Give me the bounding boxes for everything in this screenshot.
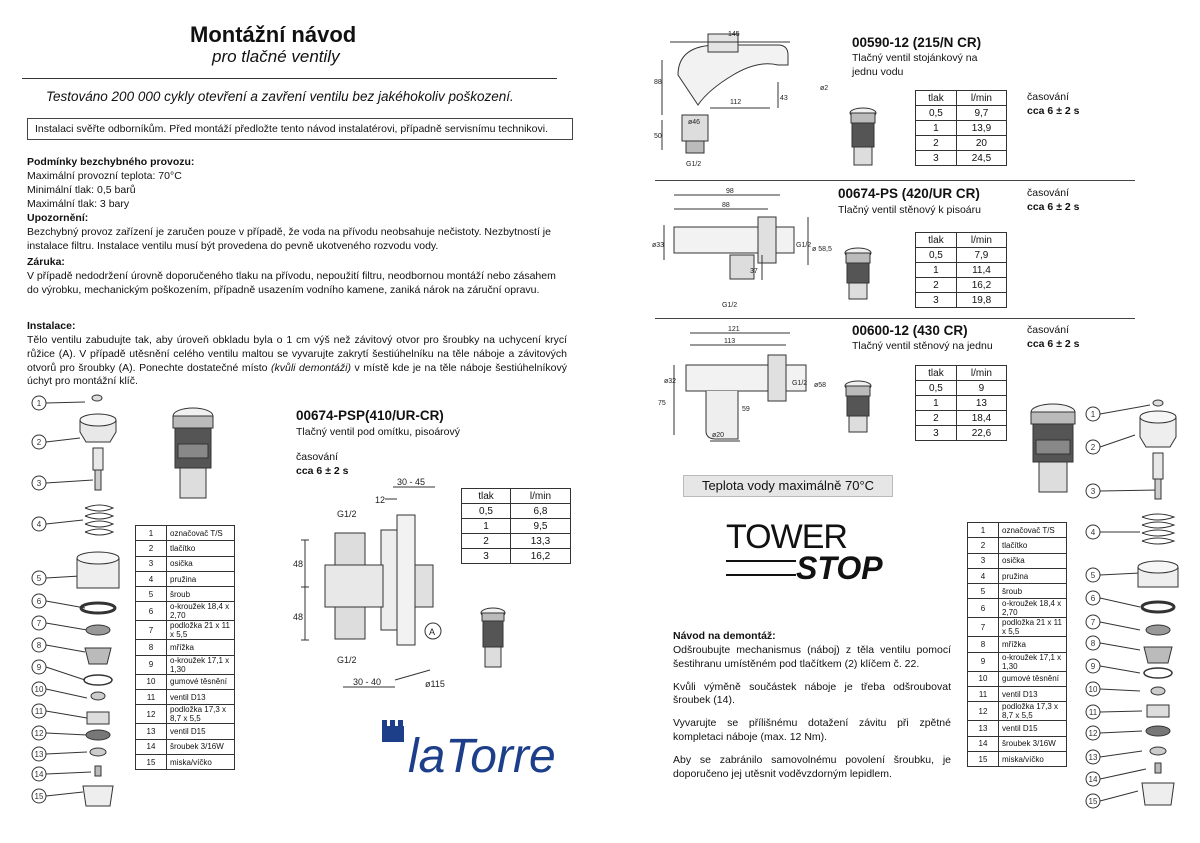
svg-text:8: 8 — [36, 641, 42, 650]
column-header-flow: l/min — [956, 233, 1006, 248]
parts-table-right — [967, 522, 1067, 767]
part-name: gumové těsnění — [167, 674, 235, 689]
part-number: 14 — [968, 736, 999, 751]
part-number: 15 — [136, 754, 167, 769]
parts-table-left — [135, 525, 235, 770]
dim-label: 37 — [750, 268, 758, 275]
svg-text:5: 5 — [1090, 571, 1096, 580]
flow-cell: 9,5 — [510, 519, 570, 534]
timing-label: časování — [1027, 324, 1070, 336]
part-name: šroub — [167, 587, 235, 602]
dim-label: 43 — [780, 95, 788, 102]
dim-label: ø20 — [712, 432, 725, 439]
part-name: pružina — [167, 571, 235, 586]
pressure-cell: 3 — [916, 426, 957, 441]
parts-row — [968, 702, 1067, 721]
flow-cell: 11,4 — [956, 263, 1006, 278]
dim-label: 88 — [722, 202, 730, 209]
flow-table-00674-psp — [461, 488, 571, 564]
part-number: 11 — [136, 690, 167, 705]
drawing-00674-ps — [650, 185, 835, 313]
parts-row — [136, 754, 235, 769]
part-number: 10 — [968, 671, 999, 686]
demontage-paragraph: Kvůli výměně součástek náboje je třeba odšroubovat šroubek (14). — [673, 680, 951, 707]
column-header-pressure: tlak — [916, 233, 957, 248]
dim-label: 98 — [726, 188, 734, 195]
part-name: šroub — [999, 584, 1067, 599]
svg-text:4: 4 — [1090, 528, 1096, 537]
part-name: podložka 17,3 x 8,7 x 5,5 — [167, 705, 235, 724]
flow-table-row — [462, 549, 571, 564]
parts-row — [968, 523, 1067, 538]
svg-text:10: 10 — [34, 685, 44, 694]
part-number: 1 — [968, 523, 999, 538]
parts-row — [136, 640, 235, 655]
dim-label: 59 — [742, 406, 750, 413]
warning-section — [27, 212, 572, 254]
product-code-00674-psp: 00674-PSP(410/UR-CR) — [296, 408, 444, 423]
conditions-section — [27, 156, 567, 211]
pressure-cell: 1 — [462, 519, 511, 534]
part-number: 2 — [136, 541, 167, 556]
parts-row — [968, 618, 1067, 637]
pressure-cell: 2 — [916, 136, 957, 151]
part-number: 11 — [968, 687, 999, 702]
pressure-cell: 3 — [916, 151, 957, 166]
svg-text:9: 9 — [1090, 662, 1096, 671]
svg-text:14: 14 — [34, 770, 44, 779]
part-number: 13 — [136, 724, 167, 739]
parts-row — [968, 637, 1067, 652]
flow-table-00600-12 — [915, 365, 1007, 441]
installation-text-b: v místě kde je na těle náboje šestiúhelníkový úchyt pro montážní klíč. — [27, 361, 567, 388]
pressure-cell: 1 — [916, 263, 957, 278]
flow-table-00674-ps — [915, 232, 1007, 308]
installation-text-a: Tělo ventilu zabudujte tak, aby úroveň obkladu byla o 1 cm výš než závitový otvor pro šroubky na uchycení krycí růžice (A). V případě utěsnění celého ventilu maltou se vyvarujte zakrytí šestiúhelníku na těle náboje a závitových otvorů pro šroubky (A). Ponechte dostatečné místo — [27, 333, 567, 374]
page-title: Montážní návod — [190, 22, 357, 47]
dim-label: ø46 — [688, 119, 701, 126]
flow-table-row — [462, 519, 571, 534]
part-number: 10 — [136, 674, 167, 689]
flow-cell: 16,2 — [956, 278, 1006, 293]
timing-value: cca 6 ± 2 s — [296, 465, 349, 478]
warning-text: Bezchybný provoz zařízení je zaručen pouze v případě, že voda na přívodu neobsahuje nečistoty. Nezbytností je instalace filtru. Instalace ventilu musí být provedena do pevně ukotveného rozvodu vody. — [27, 225, 551, 252]
part-number: 6 — [136, 602, 167, 621]
part-name: o-kroužek 18,4 x 2,70 — [167, 602, 235, 621]
warranty-section — [27, 256, 562, 298]
flow-table-row — [916, 151, 1007, 166]
parts-row — [968, 584, 1067, 599]
cartridge-illustration-left — [160, 404, 230, 514]
svg-text:8: 8 — [1090, 639, 1096, 648]
svg-text:15: 15 — [1088, 797, 1098, 806]
parts-row — [968, 736, 1067, 751]
part-number: 12 — [136, 705, 167, 724]
exploded-parts-diagram-right — [1080, 395, 1198, 825]
part-number: 4 — [968, 568, 999, 583]
part-name: tlačítko — [167, 541, 235, 556]
dim-label: 112 — [730, 99, 742, 106]
svg-text:7: 7 — [36, 619, 42, 628]
condition-line: Maximální provozní teplota: 70°C — [27, 169, 182, 182]
parts-row — [968, 751, 1067, 766]
parts-row — [136, 724, 235, 739]
flow-cell: 7,9 — [956, 248, 1006, 263]
part-name: o-kroužek 18,4 x 2,70 — [999, 599, 1067, 618]
conditions-heading: Podmínky bezchybného provozu: — [27, 156, 195, 168]
part-number: 8 — [136, 640, 167, 655]
part-name: ventil D13 — [999, 687, 1067, 702]
installation-section — [27, 320, 567, 389]
pressure-cell: 2 — [462, 534, 511, 549]
timing-label: časování — [296, 451, 339, 463]
product-desc-00590-12 — [852, 52, 977, 79]
column-header-flow: l/min — [510, 489, 570, 504]
flow-table-row — [916, 411, 1007, 426]
dim-label: A — [429, 627, 436, 637]
svg-text:11: 11 — [1088, 708, 1098, 717]
product-desc-00674-psp: Tlačný ventil pod omítku, pisoárový — [296, 426, 460, 438]
product-desc-00600-12: Tlačný ventil stěnový na jednu — [852, 340, 993, 352]
cartridge-illustration-1 — [845, 105, 885, 170]
dim-label: G1/2 — [792, 380, 808, 387]
svg-text:12: 12 — [1088, 729, 1098, 738]
parts-row — [136, 705, 235, 724]
condition-line: Minimální tlak: 0,5 barů — [27, 183, 136, 196]
flow-cell: 9 — [956, 381, 1006, 396]
condition-line: Maximální tlak: 3 bary — [27, 197, 130, 210]
svg-text:6: 6 — [1090, 594, 1096, 603]
stop-wordmark: STOP — [796, 550, 883, 586]
flow-table-header — [916, 233, 1007, 248]
dim-label: ø2 — [820, 85, 829, 92]
part-name: podložka 21 x 11 x 5,5 — [999, 618, 1067, 637]
dim-label: 75 — [658, 400, 666, 407]
timing-00590-12 — [1027, 90, 1079, 118]
part-number: 4 — [136, 571, 167, 586]
part-number: 5 — [968, 584, 999, 599]
part-number: 9 — [136, 655, 167, 674]
dim-label: ø 58,5 — [812, 246, 832, 253]
page-subtitle: pro tlačné ventily — [212, 47, 340, 66]
parts-row — [136, 674, 235, 689]
svg-text:7: 7 — [1090, 618, 1096, 627]
logo-stripes — [726, 560, 796, 576]
tower-wordmark: TOWER — [726, 518, 847, 556]
flow-table-row — [462, 504, 571, 519]
flow-cell: 19,8 — [956, 293, 1006, 308]
dim-label: G1/2 — [337, 509, 357, 519]
part-number: 7 — [136, 621, 167, 640]
part-name: ventil D15 — [999, 721, 1067, 736]
part-name: ventil D15 — [167, 724, 235, 739]
flow-cell: 24,5 — [956, 151, 1006, 166]
dim-label: 121 — [728, 326, 740, 333]
dim-label: 88 — [654, 79, 662, 86]
parts-row — [968, 568, 1067, 583]
demontage-paragraph: Aby se zabránilo samovolnému povolení šroubku, je doporučeno jej utěsnit voděvzdorným lepidlem. — [673, 754, 951, 780]
demontage-heading: Návod na demontáž: — [673, 630, 776, 642]
part-name: o-kroužek 17,1 x 1,30 — [999, 652, 1067, 671]
svg-text:3: 3 — [36, 479, 42, 488]
part-name: označovač T/S — [167, 526, 235, 541]
column-header-flow: l/min — [956, 366, 1006, 381]
part-name: označovač T/S — [999, 523, 1067, 538]
part-name: šroubek 3/16W — [999, 736, 1067, 751]
svg-text:2: 2 — [1090, 443, 1096, 452]
pressure-cell: 3 — [916, 293, 957, 308]
notice-box: Instalaci svěřte odborníkům. Před montáží předložte tento návod instalatérovi, případně servisnímu technikovi. — [27, 118, 573, 140]
flow-cell: 16,2 — [510, 549, 570, 564]
dim-label: 12 — [375, 495, 386, 505]
product-divider — [655, 180, 1135, 181]
timing-label: časování — [1027, 187, 1070, 199]
towerstop-logo — [726, 520, 896, 590]
flow-table-row — [916, 293, 1007, 308]
flow-table-row — [916, 426, 1007, 441]
drawing-00600-12 — [650, 325, 840, 450]
dim-label: ø115 — [425, 679, 445, 689]
parts-row — [968, 671, 1067, 686]
flow-cell: 13,3 — [510, 534, 570, 549]
timing-value: cca 6 ± 2 s — [1027, 105, 1080, 118]
demontage-paragraph: Odšroubujte mechanismus (náboj) z těla ventilu pomocí šestihranu umístěném pod tlačítkem (2) klíčem č. 22. — [673, 643, 951, 670]
part-number: 2 — [968, 538, 999, 553]
column-header-pressure: tlak — [916, 91, 957, 106]
demontage-paragraph: Vyvarujte se přílišnému dotažení závitu při zpětné kompletaci náboje (max. 12 Nm). — [673, 717, 951, 744]
dim-label: ø32 — [664, 378, 677, 385]
flow-cell: 6,8 — [510, 504, 570, 519]
latorre-wordmark: laTorre — [408, 730, 556, 783]
cartridge-illustration-2 — [840, 245, 880, 305]
part-name: šroubek 3/16W — [167, 739, 235, 754]
dim-label: G1/2 — [337, 655, 357, 665]
flow-table-header — [916, 366, 1007, 381]
svg-text:4: 4 — [36, 520, 42, 529]
parts-row — [136, 526, 235, 541]
flow-cell: 13 — [956, 396, 1006, 411]
parts-row — [136, 541, 235, 556]
part-number: 12 — [968, 702, 999, 721]
parts-row — [136, 556, 235, 571]
dim-label: 48 — [293, 559, 304, 569]
svg-text:13: 13 — [1088, 753, 1098, 762]
dim-label: 50 — [654, 133, 662, 140]
tested-statement: Testováno 200 000 cykly otevření a zavření ventilu bez jakéhokoliv poškození. — [46, 89, 514, 104]
pressure-cell: 0,5 — [462, 504, 511, 519]
flow-table-row — [916, 381, 1007, 396]
max-temperature-note: Teplota vody maximálně 70°C — [683, 475, 893, 497]
part-number: 6 — [968, 599, 999, 618]
part-name: miska/víčko — [167, 754, 235, 769]
parts-row — [968, 721, 1067, 736]
svg-text:14: 14 — [1088, 775, 1098, 784]
part-name: podložka 17,3 x 8,7 x 5,5 — [999, 702, 1067, 721]
flow-table-row — [916, 278, 1007, 293]
installation-text-em: (kvůli demontáži) — [271, 361, 351, 374]
parts-row — [968, 553, 1067, 568]
cartridge-illustration-3 — [840, 378, 880, 438]
product-code-00590-12: 00590-12 (215/N CR) — [852, 35, 982, 50]
flow-table-row — [916, 121, 1007, 136]
part-number: 3 — [968, 553, 999, 568]
parts-row — [136, 602, 235, 621]
svg-text:3: 3 — [1090, 487, 1096, 496]
part-number: 1 — [136, 526, 167, 541]
timing-00600-12 — [1027, 323, 1079, 351]
part-number: 3 — [136, 556, 167, 571]
warranty-text: V případě nedodržení úrovně doporučeného tlaku na přívodu, nepoužití filtru, neodbornou montáží nebo zásahem do výrobku, mechanickým poškozením, případně usazením vodního kamene, zaniká nárok na záruční opravu. — [27, 269, 556, 296]
flow-table-row — [916, 136, 1007, 151]
dim-label: 113 — [724, 338, 736, 345]
flow-cell: 20 — [956, 136, 1006, 151]
parts-row — [968, 652, 1067, 671]
product-divider — [655, 318, 1135, 319]
part-name: osička — [999, 553, 1067, 568]
timing-label: časování — [1027, 91, 1070, 103]
flow-table-header — [916, 91, 1007, 106]
header-divider — [22, 78, 557, 79]
part-name: podložka 21 x 11 x 5,5 — [167, 621, 235, 640]
flow-cell: 22,6 — [956, 426, 1006, 441]
parts-row — [136, 690, 235, 705]
part-number: 13 — [968, 721, 999, 736]
part-number: 7 — [968, 618, 999, 637]
part-number: 8 — [968, 637, 999, 652]
part-name: mřížka — [999, 637, 1067, 652]
parts-row — [968, 687, 1067, 702]
dim-label: 48 — [293, 612, 304, 622]
demontage-section — [673, 630, 951, 791]
svg-text:11: 11 — [34, 707, 44, 716]
pressure-cell: 0,5 — [916, 381, 957, 396]
parts-row — [968, 599, 1067, 618]
flow-table-row — [462, 534, 571, 549]
part-name: mřížka — [167, 640, 235, 655]
part-name: tlačítko — [999, 538, 1067, 553]
dim-label: 30 - 40 — [353, 677, 382, 687]
part-name: osička — [167, 556, 235, 571]
dim-label: ø58 — [814, 382, 827, 389]
part-name: pružina — [999, 568, 1067, 583]
parts-row — [136, 587, 235, 602]
svg-text:13: 13 — [34, 750, 44, 759]
desc-line: Tlačný ventil stojánkový na — [852, 52, 978, 64]
parts-row — [968, 538, 1067, 553]
flow-table-header — [462, 489, 571, 504]
pressure-cell: 1 — [916, 121, 957, 136]
pressure-cell: 1 — [916, 396, 957, 411]
column-header-pressure: tlak — [462, 489, 511, 504]
svg-text:6: 6 — [36, 597, 42, 606]
flow-cell: 18,4 — [956, 411, 1006, 426]
svg-text:10: 10 — [1088, 685, 1098, 694]
dim-label: 145 — [728, 31, 740, 38]
dim-label: G1/2 — [796, 242, 812, 249]
timing-value: cca 6 ± 2 s — [1027, 201, 1080, 214]
part-name: miska/víčko — [999, 751, 1067, 766]
exploded-parts-diagram-left — [25, 390, 135, 810]
pressure-cell: 0,5 — [916, 248, 957, 263]
desc-line: jednu vodu — [852, 65, 904, 78]
dim-label: G1/2 — [722, 302, 738, 309]
flow-table-row — [916, 263, 1007, 278]
cartridge-illustration-small — [475, 605, 515, 680]
part-name: ventil D13 — [167, 690, 235, 705]
dim-label: 30 - 45 — [397, 477, 426, 487]
timing-value: cca 6 ± 2 s — [1027, 338, 1080, 351]
parts-row — [136, 571, 235, 586]
flow-table-row — [916, 106, 1007, 121]
svg-text:12: 12 — [34, 729, 44, 738]
part-name: o-kroužek 17,1 x 1,30 — [167, 655, 235, 674]
svg-text:1: 1 — [36, 399, 42, 408]
column-header-flow: l/min — [956, 91, 1006, 106]
svg-text:1: 1 — [1090, 410, 1096, 419]
dim-label: ø33 — [652, 242, 665, 249]
pressure-cell: 2 — [916, 278, 957, 293]
parts-row — [136, 655, 235, 674]
parts-row — [136, 621, 235, 640]
pressure-cell: 2 — [916, 411, 957, 426]
warning-heading: Upozornění: — [27, 212, 89, 224]
flow-cell: 13,9 — [956, 121, 1006, 136]
svg-text:2: 2 — [36, 438, 42, 447]
flow-table-00590-12 — [915, 90, 1007, 166]
svg-text:5: 5 — [36, 574, 42, 583]
part-number: 5 — [136, 587, 167, 602]
warranty-heading: Záruka: — [27, 256, 65, 268]
part-number: 15 — [968, 751, 999, 766]
product-desc-00674-ps: Tlačný ventil stěnový k pisoáru — [838, 204, 981, 216]
svg-text:9: 9 — [36, 663, 42, 672]
timing-00674-ps — [1027, 186, 1079, 214]
product-code-00600-12: 00600-12 (430 CR) — [852, 323, 968, 338]
dim-label: G1/2 — [686, 161, 702, 168]
installation-heading: Instalace: — [27, 320, 76, 332]
drawing-00590-12 — [650, 20, 835, 172]
column-header-pressure: tlak — [916, 366, 957, 381]
pressure-cell: 0,5 — [916, 106, 957, 121]
part-number: 14 — [136, 739, 167, 754]
product-code-00674-ps: 00674-PS (420/UR CR) — [838, 186, 980, 201]
flow-table-row — [916, 396, 1007, 411]
pressure-cell: 3 — [462, 549, 511, 564]
latorre-logo — [380, 712, 560, 792]
parts-row — [136, 739, 235, 754]
svg-text:15: 15 — [34, 792, 44, 801]
part-name: gumové těsnění — [999, 671, 1067, 686]
part-number: 9 — [968, 652, 999, 671]
flow-cell: 9,7 — [956, 106, 1006, 121]
flow-table-row — [916, 248, 1007, 263]
drawing-00674-psp — [285, 475, 460, 695]
